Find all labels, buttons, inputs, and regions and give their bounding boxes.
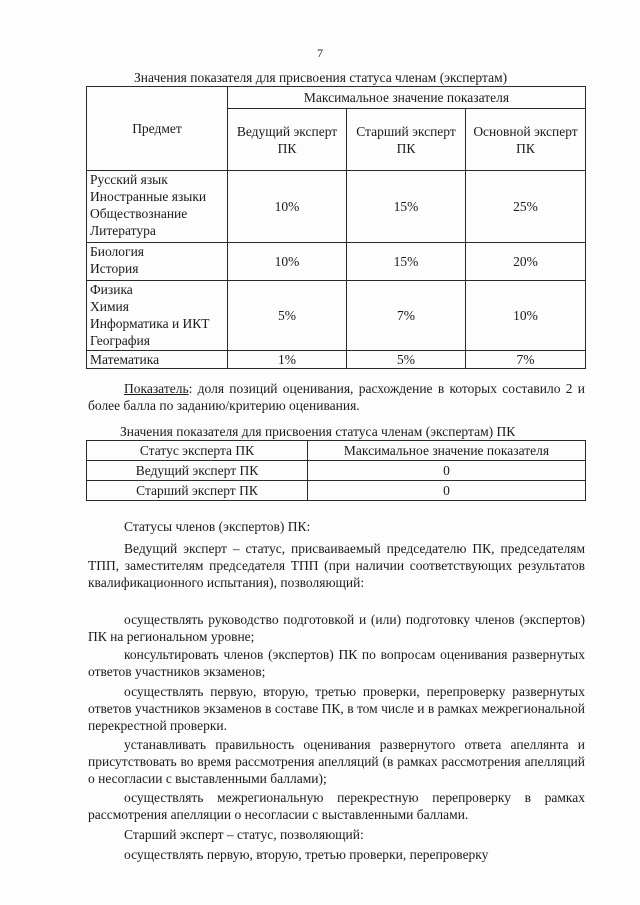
- senior-expert-definition: Старший эксперт – статус, позволяющий:: [124, 827, 364, 842]
- list-item: осуществлять межрегиональную перекрестную перепроверку в рамках рассмотрения апелляции о несогласии с выставленными баллами.: [88, 790, 585, 822]
- status-cell: Ведущий эксперт ПК: [87, 461, 308, 481]
- column-header: Статус эксперта ПК: [87, 441, 308, 461]
- subject-name: Химия: [90, 299, 129, 314]
- value-cell: 5%: [347, 351, 466, 369]
- column-header: Ведущий эксперт ПК: [228, 109, 347, 171]
- list-item: осуществлять руководство подготовкой и (или) подготовку членов (экспертов) ПК на региональном уровне;: [88, 612, 585, 644]
- value-cell: 7%: [466, 351, 586, 369]
- indicator-text: : доля позиций оценивания, расхождение в которых составило 2 и более балла по заданию/критерию оценивания.: [88, 381, 585, 413]
- subject-cell: [87, 351, 228, 369]
- subject-name: География: [90, 333, 150, 348]
- table-row: [87, 461, 586, 481]
- value-cell: 10%: [228, 243, 347, 281]
- subject-cell: [87, 281, 228, 351]
- value-cell: 1%: [228, 351, 347, 369]
- subject-cell: [87, 171, 228, 243]
- subject-name: История: [90, 261, 139, 276]
- max-value-header: Максимальное значение показателя: [228, 87, 586, 109]
- column-header: Основной эксперт ПК: [466, 109, 586, 171]
- expert-threshold-table: [86, 86, 586, 369]
- value-cell: 20%: [466, 243, 586, 281]
- table1-caption: Значения показателя для присвоения статуса членам (экспертам): [134, 70, 508, 85]
- value-cell: 15%: [347, 171, 466, 243]
- page-number: 7: [317, 46, 323, 60]
- table-row: [87, 281, 586, 351]
- subject-name: Биология: [90, 244, 145, 259]
- table-row: [87, 481, 586, 501]
- value-cell: 7%: [347, 281, 466, 351]
- lead-expert-definition: Ведущий эксперт – статус, присваиваемый председателю ПК, председателям ТПП, заместителям председателя ТПП (при наличии соответствующих результатов квалификационного испытания), позволяющий:: [88, 541, 585, 590]
- value-cell: 10%: [466, 281, 586, 351]
- list-item: консультировать членов (экспертов) ПК по вопросам оценивания развернутых ответов участников экзаменов;: [88, 647, 585, 679]
- subject-name: Обществознание: [90, 206, 188, 221]
- subject-name: Литература: [90, 223, 156, 238]
- subject-name: Физика: [90, 282, 133, 297]
- column-header: Старший эксперт ПК: [347, 109, 466, 171]
- indicator-label: Показатель: [124, 381, 189, 396]
- table-row: [87, 171, 586, 243]
- pk-threshold-table: [86, 440, 586, 501]
- table2-caption: Значения показателя для присвоения статуса членам (экспертам) ПК: [120, 424, 516, 439]
- table-row: [87, 351, 586, 369]
- subject-name: Русский язык: [90, 172, 168, 187]
- indicator-note: [88, 380, 585, 414]
- value-cell: 5%: [228, 281, 347, 351]
- statuses-title: Статусы членов (экспертов) ПК:: [124, 519, 311, 534]
- value-cell: 10%: [228, 171, 347, 243]
- subject-cell: [87, 243, 228, 281]
- value-cell: 15%: [347, 243, 466, 281]
- subject-name: Информатика и ИКТ: [90, 316, 210, 331]
- subject-name: Иностранные языки: [90, 189, 207, 204]
- subject-name: Математика: [90, 352, 160, 367]
- subject-header: Предмет: [87, 87, 228, 171]
- list-item: устанавливать правильность оценивания развернутого ответа апеллянта и присутствовать во время рассмотрения апелляций (в рамках рассмотрения апелляций о несогласии с выставленными баллами);: [88, 737, 585, 786]
- column-header: Максимальное значение показателя: [308, 441, 586, 461]
- list-item: осуществлять первую, вторую, третью проверки, перепроверку: [124, 847, 489, 862]
- value-cell: 0: [308, 481, 586, 501]
- value-cell: 25%: [466, 171, 586, 243]
- table-row: [87, 243, 586, 281]
- value-cell: 0: [308, 461, 586, 481]
- status-cell: Старший эксперт ПК: [87, 481, 308, 501]
- list-item: осуществлять первую, вторую, третью проверки, перепроверку развернутых ответов участников экзаменов в составе ПК, в том числе и в рамках межрегиональной перекрестной проверки.: [88, 684, 585, 733]
